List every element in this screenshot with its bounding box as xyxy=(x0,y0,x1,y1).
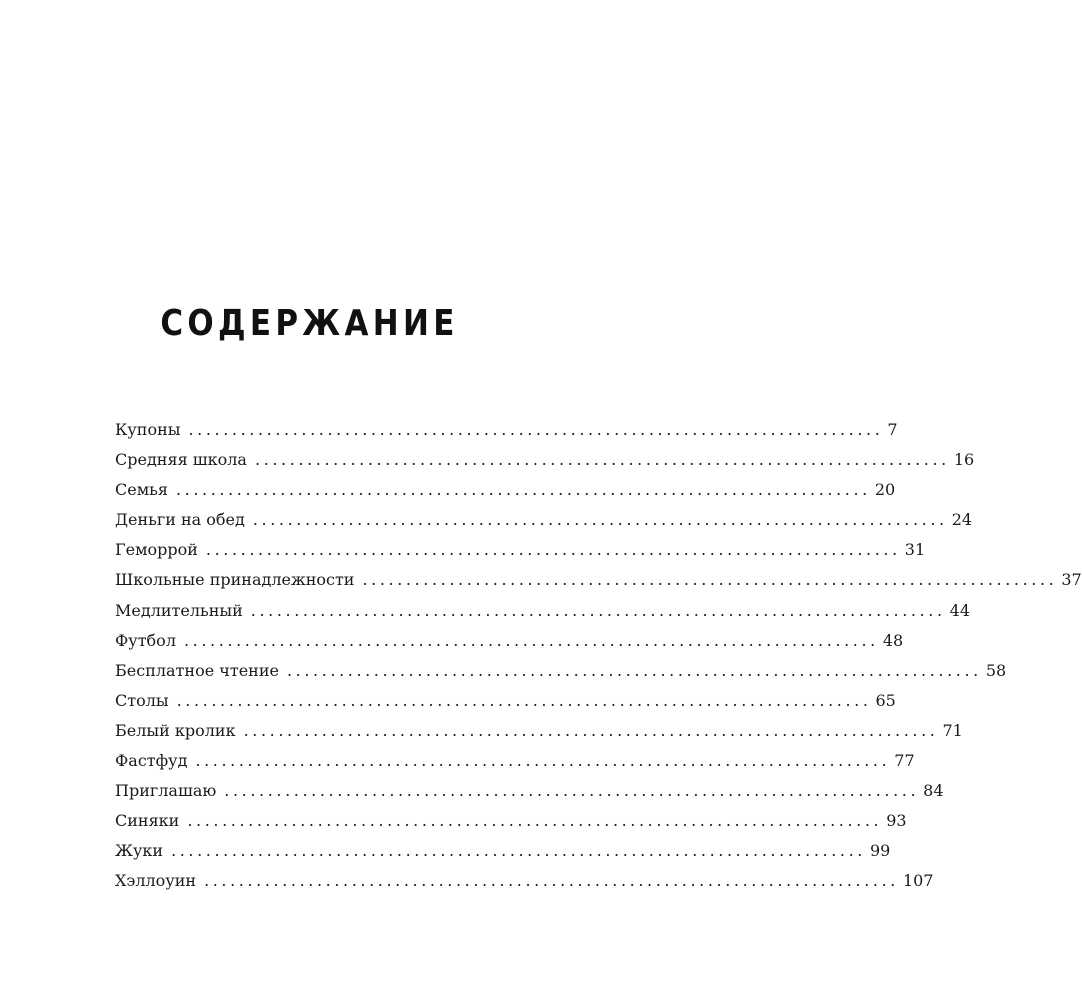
toc-entry-page: 93 xyxy=(886,811,907,831)
toc-entry-title: Хэллоуин xyxy=(115,871,197,891)
toc-entry xyxy=(115,716,963,746)
toc-entry-title: Медлительный xyxy=(115,600,243,620)
page-title: СОДЕРЖАНИЕ xyxy=(160,303,459,344)
toc-entry-page: 48 xyxy=(882,630,904,650)
toc-entry-title: Семья xyxy=(115,480,168,500)
toc-entry xyxy=(115,866,934,896)
toc-entry-page: 107 xyxy=(902,871,934,891)
dot-leader: ................................................................................ xyxy=(195,751,891,771)
toc-entry-page: 99 xyxy=(869,841,891,861)
toc-entry-page: 37 xyxy=(1061,570,1082,590)
dot-leader: ................................................................................ xyxy=(188,420,884,439)
toc-entry-title: Жуки xyxy=(115,841,164,861)
toc-entry-title: Школьные принадлежности xyxy=(115,570,355,590)
toc-entry-page: 16 xyxy=(953,450,975,470)
table-of-contents xyxy=(115,415,1082,897)
dot-leader: ................................................................................ xyxy=(204,871,899,891)
toc-entry xyxy=(115,806,907,836)
dot-leader: ................................................................................ xyxy=(243,720,939,740)
dot-leader: ................................................................................ xyxy=(250,600,946,620)
toc-entry xyxy=(115,686,896,716)
toc-entry-title: Столы xyxy=(115,690,169,710)
toc-entry xyxy=(115,505,973,535)
toc-entry-title: Приглашаю xyxy=(115,781,217,801)
toc-entry-page: 65 xyxy=(875,690,896,710)
toc-entry xyxy=(115,836,891,866)
toc-entry-title: Бесплатное чтение xyxy=(115,660,279,680)
toc-entry-title: Геморрой xyxy=(115,540,198,560)
dot-leader: ................................................................................ xyxy=(205,540,901,560)
toc-entry-title: Деньги на обед xyxy=(115,510,245,530)
dot-leader: ................................................................................ xyxy=(187,811,883,831)
toc-entry-page: 31 xyxy=(904,540,926,560)
toc-entry xyxy=(115,746,915,776)
toc-entry-page: 7 xyxy=(887,420,898,439)
toc-entry-page: 84 xyxy=(923,781,944,801)
toc-entry-title: Купоны xyxy=(115,420,181,439)
toc-entry-page: 20 xyxy=(874,480,896,500)
toc-entry xyxy=(115,535,926,565)
dot-leader: ................................................................................ xyxy=(183,630,879,650)
dot-leader: ................................................................................ xyxy=(175,480,871,500)
dot-leader: ................................................................................ xyxy=(224,781,920,801)
toc-entry xyxy=(115,626,904,656)
toc-entry xyxy=(115,596,971,626)
toc-entry-title: Белый кролик xyxy=(115,720,236,740)
toc-entry-page: 44 xyxy=(949,600,971,620)
toc-entry xyxy=(115,445,975,475)
dot-leader: ................................................................................ xyxy=(252,510,948,530)
toc-entry xyxy=(115,475,896,505)
toc-entry-page: 58 xyxy=(985,660,1007,680)
toc-entry-title: Фастфуд xyxy=(115,751,188,771)
dot-leader: ................................................................................ xyxy=(254,450,950,470)
dot-leader: ................................................................................ xyxy=(171,841,866,861)
toc-entry-title: Футбол xyxy=(115,630,176,650)
toc-entry xyxy=(115,565,1082,595)
dot-leader: ................................................................................ xyxy=(176,690,872,710)
dot-leader: ................................................................................ xyxy=(286,660,982,680)
toc-entry-page: 77 xyxy=(894,751,915,771)
dot-leader: ................................................................................ xyxy=(362,570,1058,590)
toc-entry-page: 71 xyxy=(942,720,963,740)
toc-entry-title: Средняя школа xyxy=(115,450,247,470)
toc-entry xyxy=(115,656,1007,686)
toc-entry xyxy=(115,776,944,806)
toc-entry xyxy=(115,415,898,445)
toc-entry-title: Синяки xyxy=(115,811,180,831)
toc-entry-page: 24 xyxy=(951,510,973,530)
